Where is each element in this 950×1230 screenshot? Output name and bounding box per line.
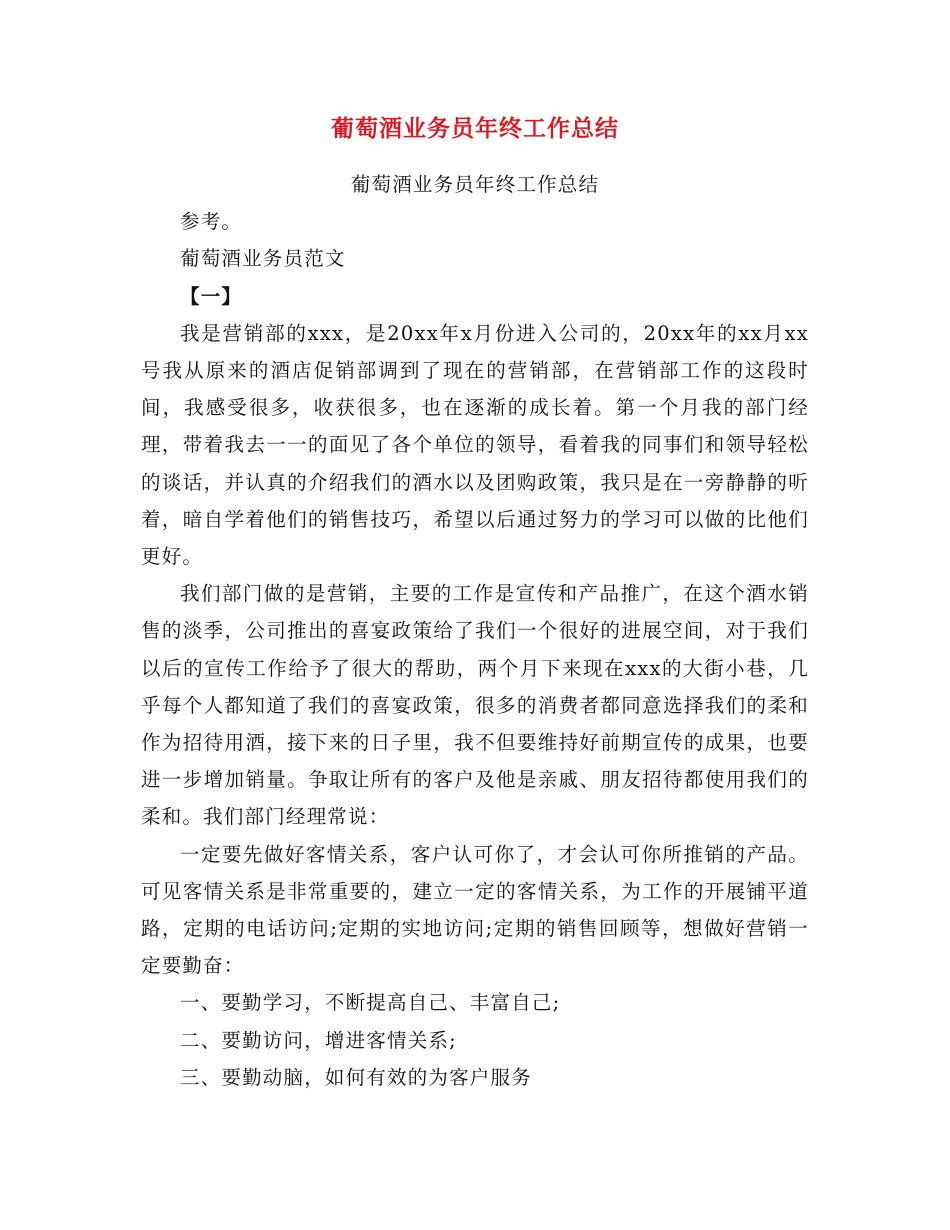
document-body xyxy=(141,166,809,1096)
body-paragraph-3: 一定要先做好客情关系，客户认可你了，才会认可你所推销的产品。 可见客情关系是非常重要的，建立一定的客情关系，为工作的开展铺平道路，定期的电话访问;定期的实地访问;定期的销售回顾等，想做好营销一定要勤奋： xyxy=(141,842,809,978)
section-marker: 【一】 xyxy=(180,284,243,308)
body-paragraph-1: 我是营销部的xxx，是20xx年x月份进入公司的，20xx年的xx月xx号我从原来的酒店促销部调到了现在的营销部，在营销部工作的这段时间，我感受很多，收获很多，也在逐渐的成长着。第一个月我的部门经理，带着我去一一的面见了各个单位的领导，看着我的同事们和领导轻松的谈话，并认真的介绍我们的酒水以及团购政策，我只是在一旁静静的听着，暗自学着他们的销售技巧，希望以后通过努力的学习可以做的比他们更好。 xyxy=(141,321,809,569)
body-paragraph-2: 我们部门做的是营销，主要的工作是宣传和产品推广，在这个酒水销售的淡季，公司推出的喜宴政策给了我们一个很好的进展空间，对于我们以后的宣传工作给予了很大的帮助，两个月下来现在xxx的大街小巷，几乎每个人都知道了我们的喜宴政策，很多的消费者都同意选择我们的柔和作为招待用酒，接下来的日子里，我不但要维持好前期宣传的成果，也要进一步增加销量。争取让所有的客户及他是亲戚、朋友招待都使用我们的柔和。我们部门经理常说： xyxy=(141,582,809,829)
reference-line: 参考。 xyxy=(180,210,243,234)
list-item-1: 一、要勤学习，不断提高自己、丰富自己; xyxy=(180,991,561,1015)
list-item-3: 三、要勤动脑，如何有效的为客户服务 xyxy=(180,1065,532,1089)
document-subtitle: 葡萄酒业务员年终工作总结 xyxy=(350,173,600,196)
document-title: 葡萄酒业务员年终工作总结 xyxy=(331,115,619,142)
sample-label: 葡萄酒业务员范文 xyxy=(180,247,346,271)
list-item-2: 二、要勤访问，增进客情关系; xyxy=(180,1028,457,1052)
